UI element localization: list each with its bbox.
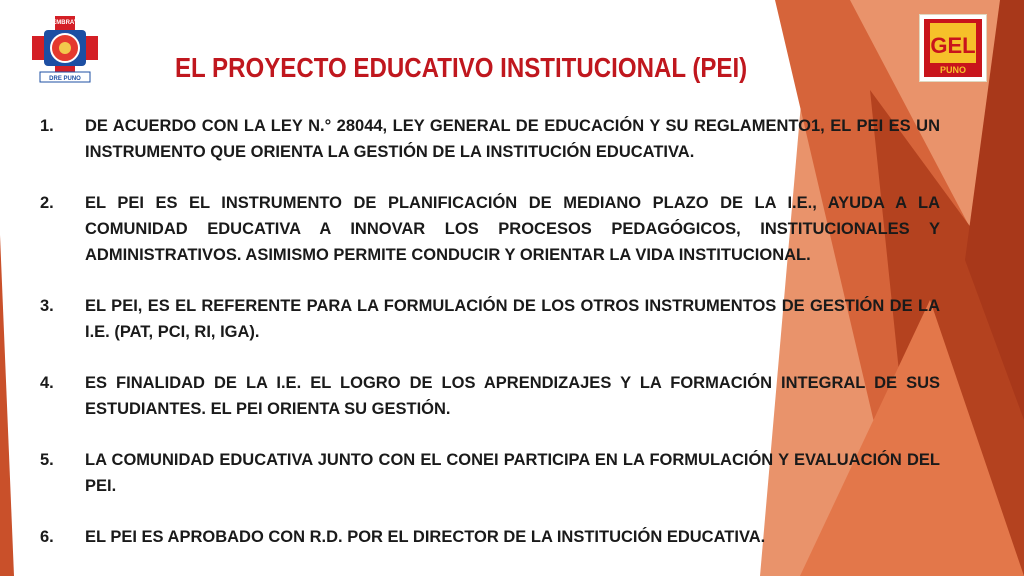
list-item-number: 1. — [40, 117, 54, 135]
list-item-text: ES FINALIDAD DE LA I.E. EL LOGRO DE LOS APRENDIZAJES Y LA FORMACIÓN INTEGRAL DE SUS ESTUDIANTES. EL PEI ORIENTA SU GESTIÓN. — [85, 374, 940, 418]
list-item-number: 4. — [40, 374, 54, 392]
list-item-text: LA COMUNIDAD EDUCATIVA JUNTO CON EL CONEI PARTICIPA EN LA FORMULACIÓN Y EVALUACIÓN DEL PEI. — [85, 451, 940, 495]
list-item — [40, 370, 940, 422]
list-item-number: 5. — [40, 451, 54, 469]
list-item — [40, 524, 940, 550]
content-list — [40, 113, 940, 575]
list-item-text: EL PEI, ES EL REFERENTE PARA LA FORMULACIÓN DE LOS OTROS INSTRUMENTOS DE GESTIÓN DE LA I.E. (PAT, PCI, RI, IGA). — [85, 297, 940, 341]
list-item — [40, 447, 940, 499]
list-item-number: 6. — [40, 528, 54, 546]
list-item-text: EL PEI ES EL INSTRUMENTO DE PLANIFICACIÓN DE MEDIANO PLAZO DE LA I.E., AYUDA A LA COMUNIDAD EDUCATIVA A INNOVAR LOS PROCESOS PEDAGÓGICOS, INSTITUCIONALES Y ADMINISTRATIVOS. ASIMISMO PERMITE CONDUCIR Y ORIENTAR LA VIDA INSTITUCIONAL. — [85, 194, 940, 264]
logo-right-main-text: GEL — [930, 33, 976, 58]
logo-right-sub-text: PUNO — [939, 65, 967, 75]
list-item-text: EL PEI ES APROBADO CON R.D. POR EL DIRECTOR DE LA INSTITUCIÓN EDUCATIVA. — [85, 528, 766, 546]
logo-left-bottom-text: DRE PUNO — [49, 76, 81, 82]
left-stripe — [0, 235, 14, 576]
page-title: EL PROYECTO EDUCATIVO INSTITUCIONAL (PEI) — [175, 52, 748, 83]
list-item-text: DE ACUERDO CON LA LEY N.° 28044, LEY GENERAL DE EDUCACIÓN Y SU REGLAMENTO1, EL PEI ES UN INSTRUMENTO QUE ORIENTA LA GESTIÓN DE LA INSTITUCIÓN EDUCATIVA. — [85, 117, 940, 161]
list-item — [40, 293, 940, 345]
list-item — [40, 190, 940, 268]
list-item-number: 3. — [40, 297, 54, 315]
list-item-number: 2. — [40, 194, 54, 212]
gel-puno-logo — [919, 14, 987, 82]
dre-puno-logo — [30, 14, 100, 84]
list-item — [40, 113, 940, 165]
logo-left-top-text: EMBRAY — [52, 20, 78, 26]
